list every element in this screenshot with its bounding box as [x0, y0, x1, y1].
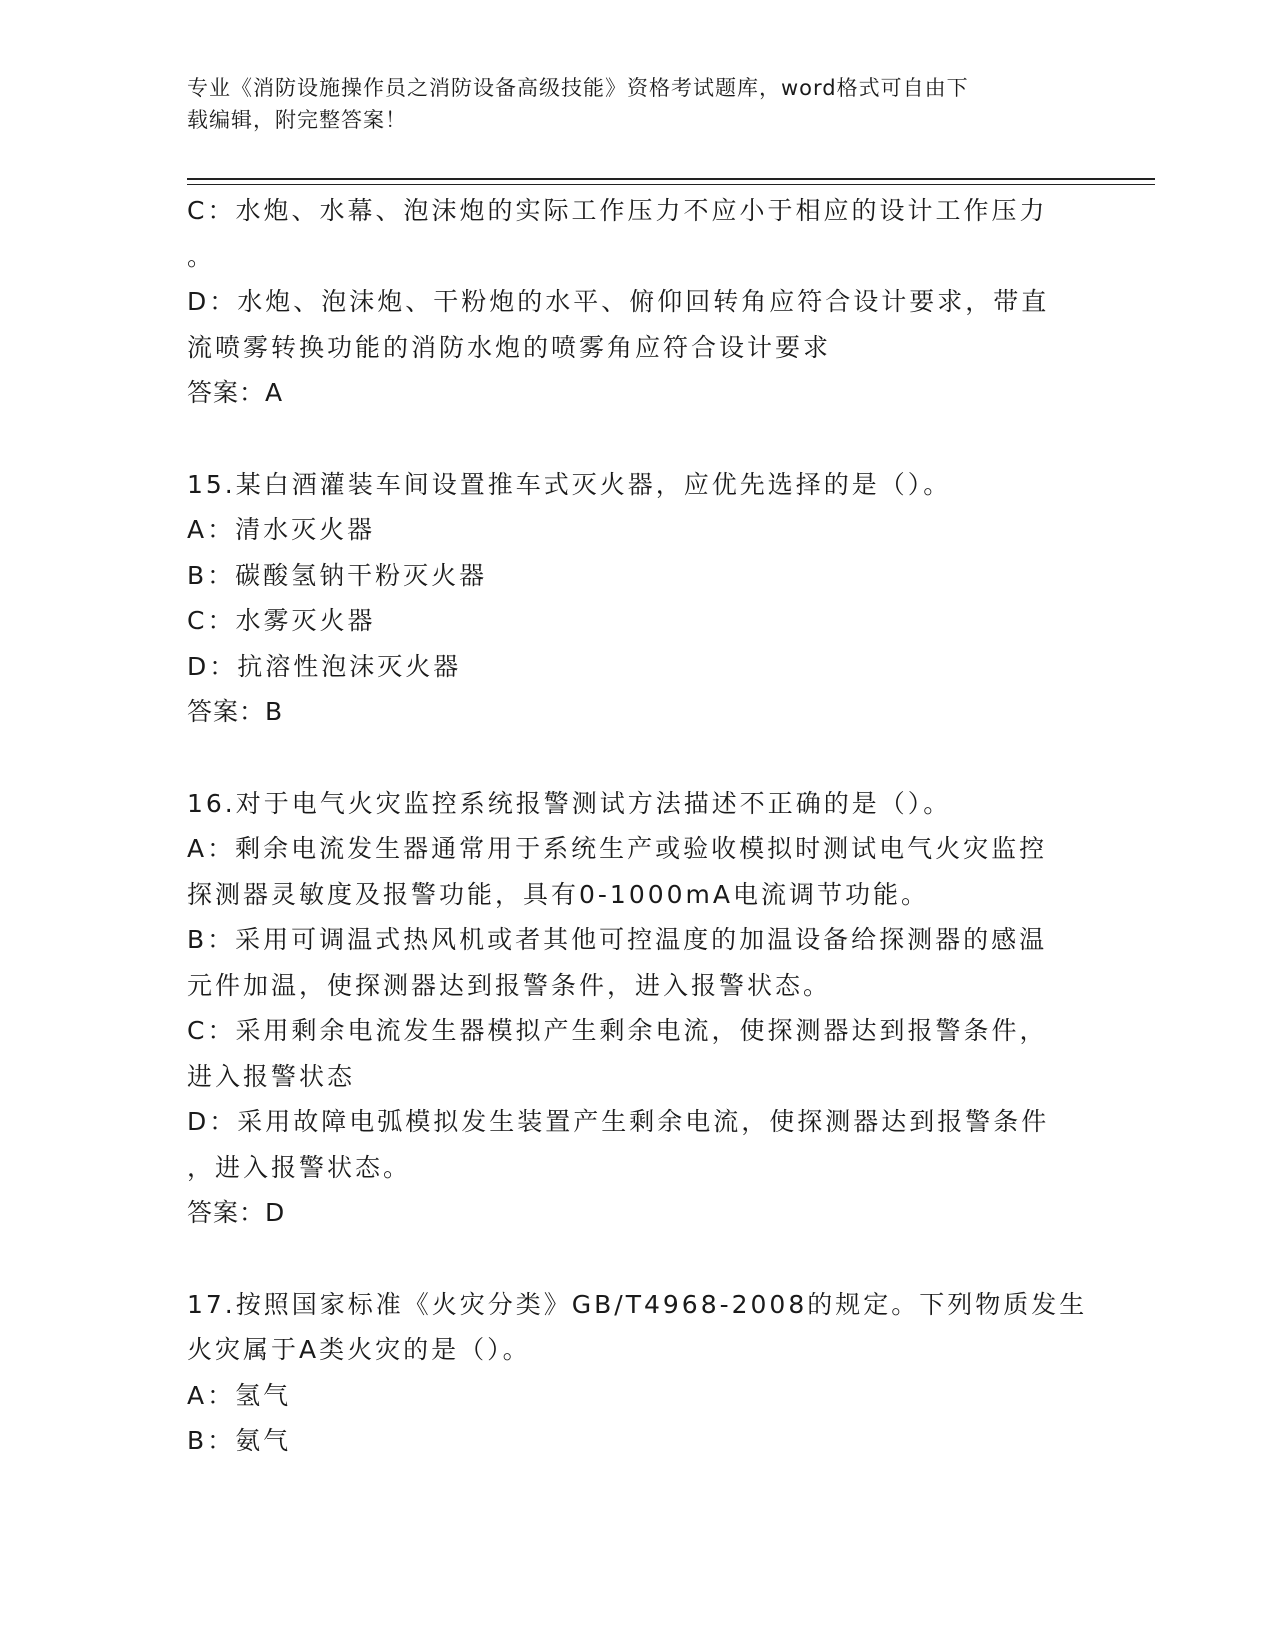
- answer-line: 答案：B: [187, 697, 284, 726]
- question-15: [187, 462, 1087, 735]
- question-stem: 16.对于电气火灾监控系统报警测试方法描述不正确的是（）。: [187, 788, 952, 818]
- header-line-1: 专业《消防设施操作员之消防设备高级技能》资格考试题库，word格式可自由下: [187, 76, 969, 100]
- option-d-line-1: D：采用故障电弧模拟发生装置产生剩余电流，使探测器达到报警条件: [187, 1107, 1050, 1136]
- option-c-line-1: C：水炮、水幕、泡沫炮的实际工作压力不应小于相应的设计工作压力: [187, 196, 1048, 225]
- header-rule-thin: [187, 184, 1155, 185]
- option-d-line-2: 流喷雾转换功能的消防水炮的喷雾角应符合设计要求: [187, 332, 832, 362]
- prev-question: [187, 188, 1087, 416]
- option-b-line-1: B：采用可调温式热风机或者其他可控温度的加温设备给探测器的感温: [187, 925, 1048, 954]
- option-d-line-1: D：水炮、泡沫炮、干粉炮的水平、俯仰回转角应符合设计要求，带直: [187, 287, 1050, 316]
- question-stem-line-2: 火灾属于A类火灾的是（）。: [187, 1335, 531, 1364]
- option-c-line-1: C：采用剩余电流发生器模拟产生剩余电流，使探测器达到报警条件，: [187, 1016, 1048, 1045]
- option-c: C：水雾灭火器: [187, 606, 376, 635]
- question-17: [187, 1282, 1087, 1464]
- question-content: [187, 188, 1087, 1464]
- option-a: A：清水灭火器: [187, 515, 376, 544]
- document-header: [187, 72, 1067, 136]
- option-b-line-2: 元件加温，使探测器达到报警条件，进入报警状态。: [187, 970, 832, 1000]
- answer-line: 答案：A: [187, 378, 284, 407]
- option-c-line-2: 。: [187, 241, 216, 271]
- header-rule-thick: [187, 178, 1155, 180]
- header-line-2: 载编辑，附完整答案！: [187, 108, 407, 132]
- question-16: [187, 781, 1087, 1236]
- option-b: B：氨气: [187, 1426, 292, 1455]
- option-c-line-2: 进入报警状态: [187, 1061, 356, 1091]
- question-stem: 15.某白酒灌装车间设置推车式灭火器，应优先选择的是（）。: [187, 469, 952, 499]
- answer-line: 答案：D: [187, 1198, 286, 1227]
- question-stem-line-1: 17.按照国家标准《火灾分类》GB/T4968-2008的规定。下列物质发生: [187, 1289, 1088, 1319]
- option-a-line-1: A：剩余电流发生器通常用于系统生产或验收模拟时测试电气火灾监控: [187, 834, 1048, 863]
- option-a: A：氢气: [187, 1380, 292, 1410]
- option-d-line-2: ，进入报警状态。: [187, 1152, 412, 1182]
- option-a-line-2: 探测器灵敏度及报警功能，具有0-1000mA电流调节功能。: [187, 879, 930, 909]
- option-d: D：抗溶性泡沫灭火器: [187, 651, 462, 681]
- option-b: B：碳酸氢钠干粉灭火器: [187, 560, 488, 590]
